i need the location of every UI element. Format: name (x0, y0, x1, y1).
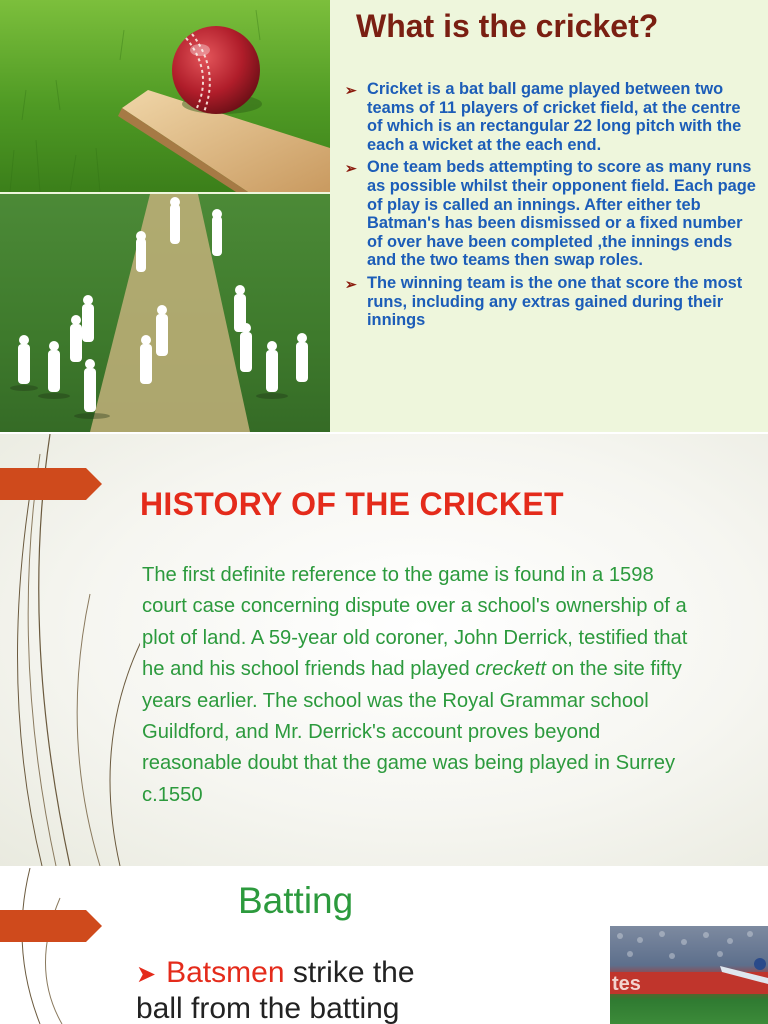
slide-title: HISTORY OF THE CRICKET (140, 486, 564, 522)
bullet-list (345, 80, 757, 334)
bullet-item: ➤ Batsmen strike the ball from the batting (136, 956, 415, 1024)
arrow-bullet-icon: ➢ (345, 160, 357, 177)
slide-title: What is the cricket? (356, 8, 659, 44)
bullet-text: One team beds attempting to score as many runs as possible whilst their opponent field. Each page of play is called an innings. After either teb Batman's has been dismissed or a fixed number of over have been completed ,the innings ends and the two teams then swap roles. (367, 158, 756, 270)
batsman-photo (610, 926, 768, 1024)
bullet-text: The winning team is the one that score the most runs, including any extras gained during their innings (367, 273, 743, 330)
orange-tab-marker (0, 910, 102, 942)
slide-history (0, 434, 768, 866)
slide-what-is-cricket (0, 0, 768, 432)
bullet-text: Cricket is a bat ball game played between two teams of 11 players of cricket field, at the centre of which is an rectangular 22 long pitch with the each a wicket at the each end. (367, 80, 742, 154)
slide-batting (0, 868, 768, 1024)
fielders-photo (0, 194, 330, 432)
highlighted-word: Batsmen (166, 956, 285, 989)
banner-text: tes (612, 973, 641, 995)
ball-and-bat-photo (0, 0, 330, 192)
list-item (345, 80, 757, 154)
italic-word: creckett (475, 658, 547, 681)
list-item (345, 274, 757, 330)
arrow-bullet-icon: ➢ (345, 275, 357, 292)
arrow-bullet-icon: ➤ (136, 961, 157, 988)
orange-tab-marker (0, 468, 102, 500)
decorative-lines (0, 868, 140, 1024)
slide-title: Batting (238, 880, 354, 921)
arrow-bullet-icon: ➢ (345, 82, 357, 98)
slide-body-text: The first definite reference to the game is found in a 1598 court case concerning dispute over a school's ownership of a plot of land. A 59-year old coroner, John Derrick, testified that he and his school friends had played creckett on the site fifty years earlier. The school was the Royal Grammar school Guildford, and Mr. Derrick's account proves beyond reasonable doubt that the game was being played in Surrey c.1550 (142, 564, 688, 806)
list-item (345, 158, 757, 270)
